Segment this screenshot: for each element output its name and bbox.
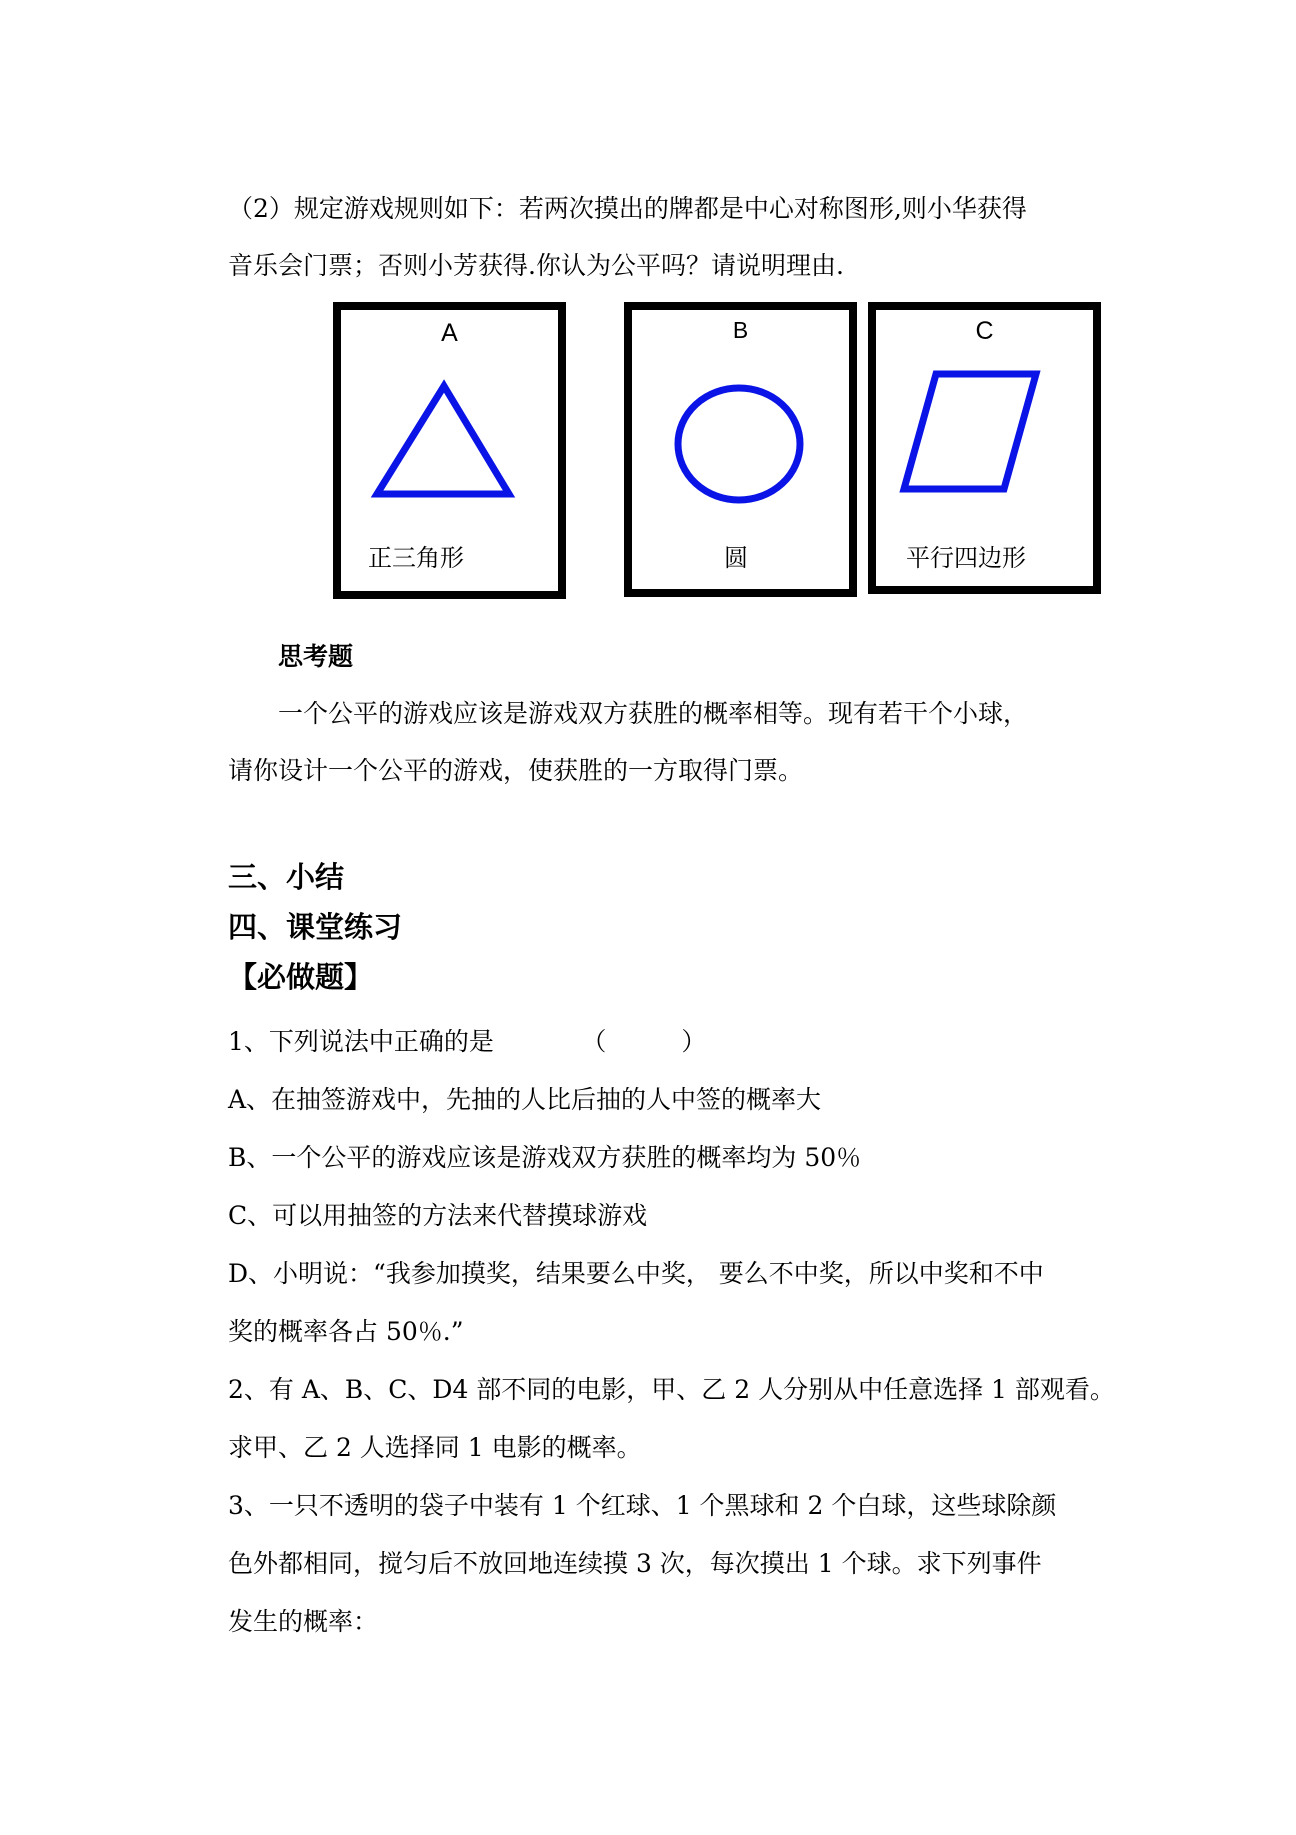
think-line-2: 请你设计一个公平的游戏，使获胜的一方取得门票。 — [228, 756, 804, 785]
think-title: 思考题 — [278, 642, 354, 671]
question-1-option-b: B、一个公平的游戏应该是游戏双方获胜的概率均为 50％ — [228, 1143, 862, 1172]
card-b-name: 圆 — [724, 544, 748, 572]
question-1-option-d-line-2: 奖的概率各占 50％.” — [228, 1317, 464, 1346]
section-required: 【必做题】 — [228, 960, 374, 994]
section-practice: 四、课堂练习 — [228, 910, 403, 944]
card-a-name: 正三角形 — [368, 544, 464, 572]
question-1-option-c: C、可以用抽签的方法来代替摸球游戏 — [228, 1201, 648, 1230]
question-2-line-2: 求甲、乙 2 人选择同 1 电影的概率。 — [228, 1433, 642, 1462]
question-2-line-1: 2、有 A、B、C、D4 部不同的电影，甲、乙 2 人分别从中任意选择 1 部观看。 — [228, 1375, 1115, 1404]
question-1-option-a: A、在抽签游戏中，先抽的人比后抽的人中签的概率大 — [228, 1085, 822, 1114]
question-3-line-1: 3、一只不透明的袋子中装有 1 个红球、1 个黑球和 2 个白球，这些球除颜 — [228, 1491, 1057, 1520]
card-b — [624, 302, 857, 597]
card-a-letter: A — [441, 319, 458, 347]
section-summary: 三、小结 — [228, 860, 345, 894]
question-1-option-d-line-1: D、小明说：“我参加摸奖，结果要么中奖， 要么不中奖，所以中奖和不中 — [228, 1259, 1044, 1288]
intro-line-1: （2）规定游戏规则如下：若两次摸出的牌都是中心对称图形,则小华获得 — [228, 194, 1027, 223]
think-line-1: 一个公平的游戏应该是游戏双方获胜的概率相等。现有若干个小球， — [278, 699, 1029, 728]
card-c-letter: C — [975, 317, 994, 345]
card-a — [333, 302, 566, 599]
card-b-letter: B — [732, 317, 749, 343]
question-1: 1、下列说法中正确的是 （ ） — [228, 1027, 707, 1056]
card-c — [868, 302, 1101, 594]
intro-line-2: 音乐会门票；否则小芳获得.你认为公平吗？请说明理由. — [228, 251, 844, 280]
question-3-line-2: 色外都相同，搅匀后不放回地连续摸 3 次，每次摸出 1 个球。求下列事件 — [228, 1549, 1042, 1578]
card-c-name: 平行四边形 — [906, 544, 1026, 572]
question-3-line-3: 发生的概率： — [228, 1607, 379, 1636]
